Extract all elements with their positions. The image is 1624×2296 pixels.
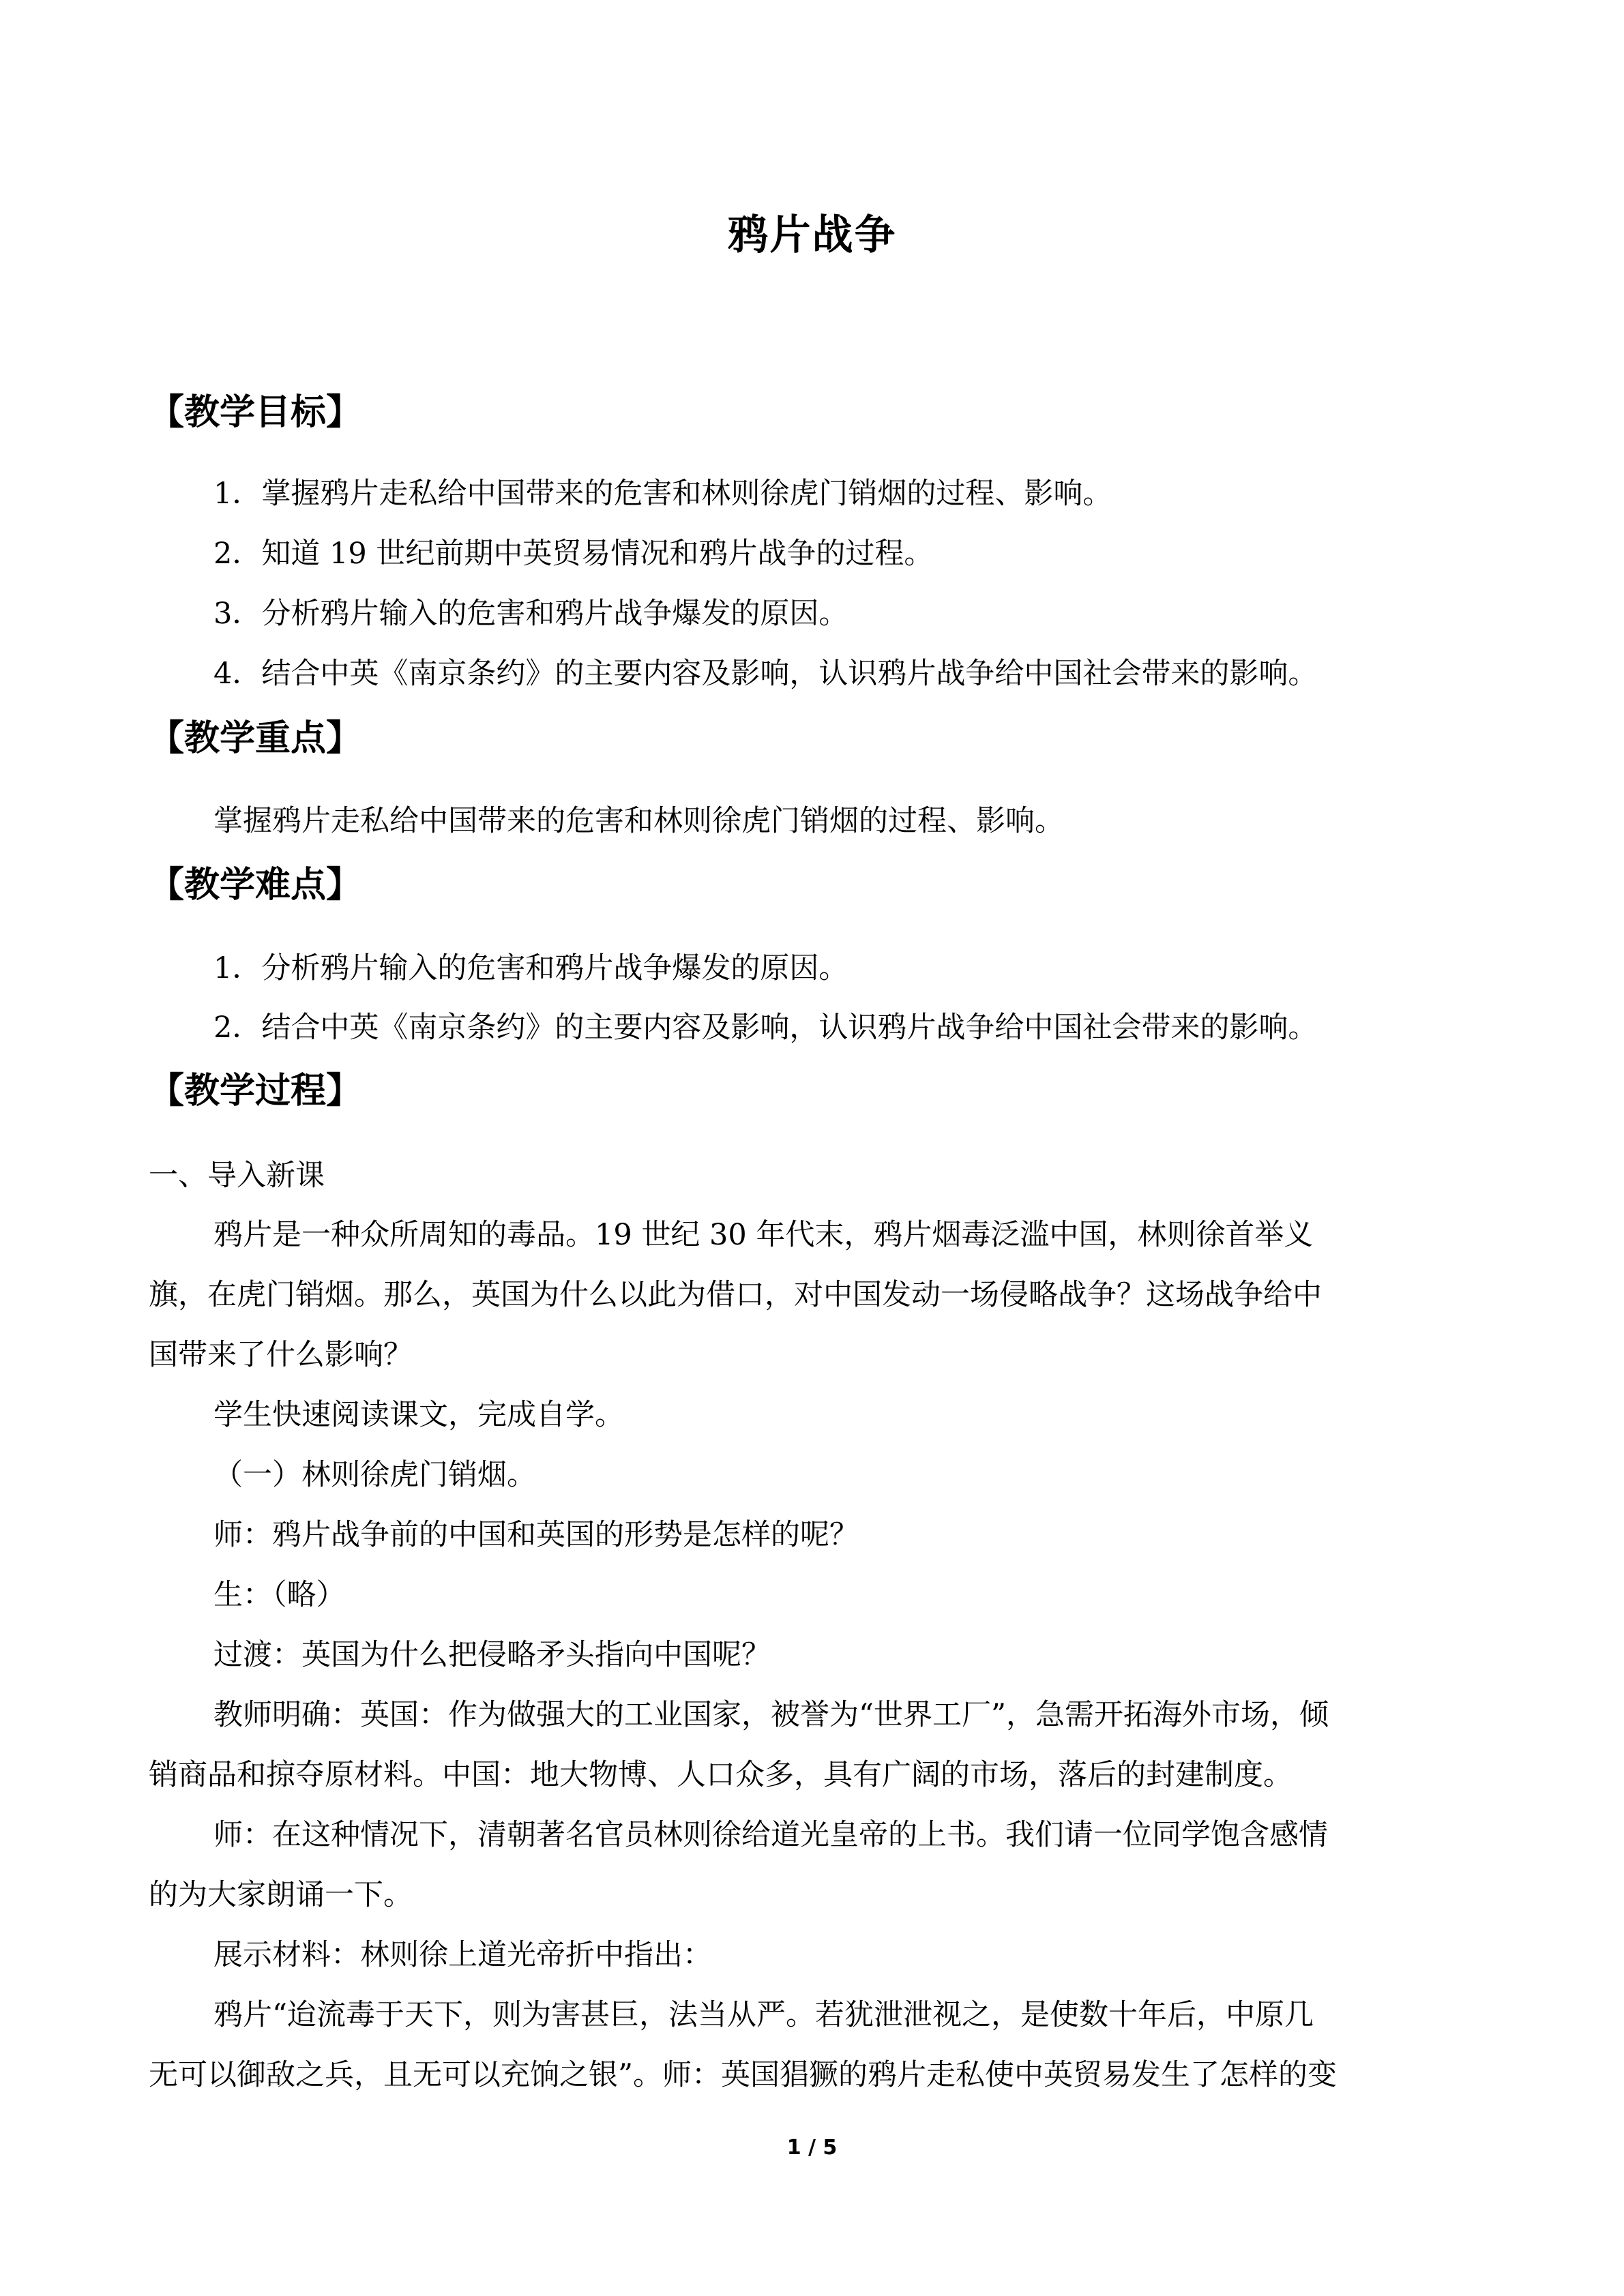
key-points-text: 掌握鸦片走私给中国带来的危害和林则徐虎门销烟的过程、影响。 [213, 804, 1064, 838]
process-line-8: 过渡：英国为什么把侵略矛头指向中国呢？ [213, 1638, 771, 1672]
heading-process: 【教学过程】 [149, 1071, 362, 1112]
objective-item-1: 1．掌握鸦片走私给中国带来的危害和林则徐虎门销烟的过程、影响。 [213, 477, 1112, 511]
process-line-4: 学生快速阅读课文，完成自学。 [213, 1398, 624, 1432]
objective-item-3: 3．分析鸦片输入的危害和鸦片战争爆发的原因。 [213, 597, 848, 631]
process-line-15: 无可以御敌之兵，且无可以充饷之银”。师：英国猖獗的鸦片走私使中英贸易发生了怎样的变 [149, 2058, 1337, 2092]
objective-item-4: 4．结合中英《南京条约》的主要内容及影响，认识鸦片战争给中国社会带来的影响。 [213, 657, 1318, 691]
process-line-13: 展示材料：林则徐上道光帝折中指出： [213, 1938, 712, 1972]
process-line-7: 生：（略） [213, 1578, 346, 1612]
difficulty-item-1: 1．分析鸦片输入的危害和鸦片战争爆发的原因。 [213, 951, 848, 985]
process-line-9: 教师明确：英国：作为做强大的工业国家，被誉为“世界工厂”，急需开拓海外市场，倾 [213, 1698, 1329, 1732]
heading-difficulties: 【教学难点】 [149, 865, 362, 906]
process-line-5: （一）林则徐虎门销烟。 [213, 1458, 536, 1492]
process-line-12: 的为大家朗诵一下。 [149, 1878, 413, 1912]
process-line-10: 销商品和掠夺原材料。中国：地大物博、人口众多，具有广阔的市场，落后的封建制度。 [149, 1758, 1293, 1792]
difficulty-item-2: 2．结合中英《南京条约》的主要内容及影响，认识鸦片战争给中国社会带来的影响。 [213, 1011, 1318, 1045]
process-line-3: 国带来了什么影响？ [149, 1338, 413, 1372]
objective-item-2: 2．知道 19 世纪前期中英贸易情况和鸦片战争的过程。 [213, 537, 934, 571]
page-number: 1 / 5 [786, 2136, 838, 2160]
process-part1-title: 一、导入新课 [149, 1159, 325, 1193]
process-line-2: 旗，在虎门销烟。那么，英国为什么以此为借口，对中国发动一场侵略战争？这场战争给中 [149, 1278, 1322, 1312]
process-line-1: 鸦片是一种众所周知的毒品。19 世纪 30 年代末，鸦片烟毒泛滥中国，林则徐首举义 [213, 1218, 1314, 1252]
heading-objectives: 【教学目标】 [149, 392, 362, 433]
heading-key-points: 【教学重点】 [149, 718, 362, 759]
process-line-6: 师：鸦片战争前的中国和英国的形势是怎样的呢？ [213, 1518, 859, 1552]
process-line-14: 鸦片“迨流毒于天下，则为害甚巨，法当从严。若犹泄泄视之，是使数十年后，中原几 [213, 1998, 1314, 2032]
page-title: 鸦片战争 [727, 211, 897, 259]
process-line-11: 师：在这种情况下，清朝著名官员林则徐给道光皇帝的上书。我们请一位同学饱含感情 [213, 1818, 1328, 1852]
